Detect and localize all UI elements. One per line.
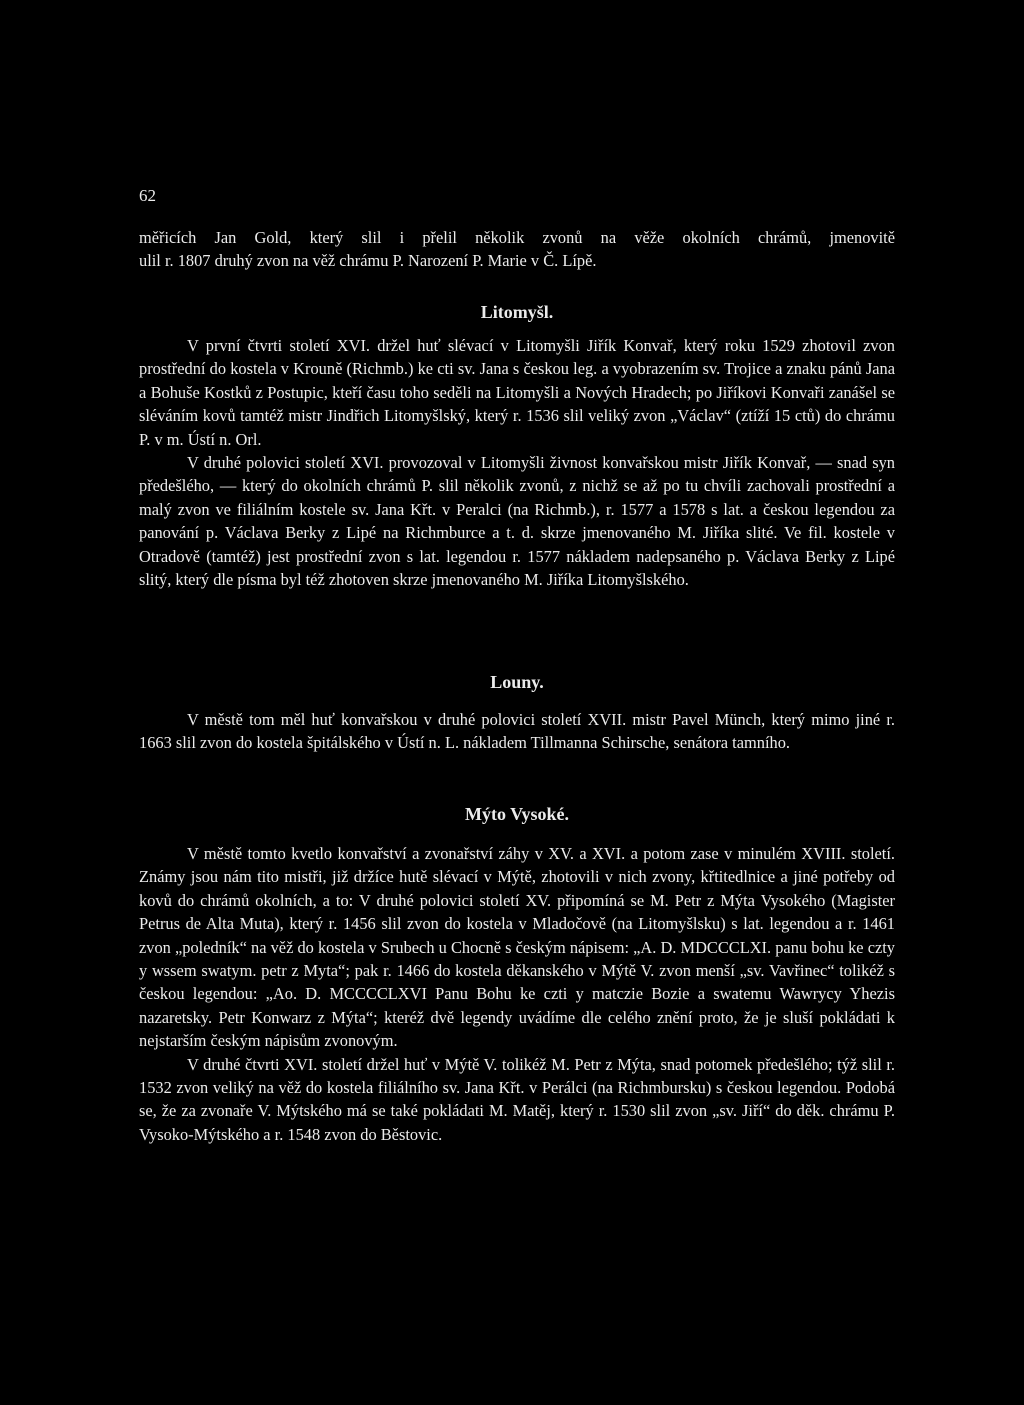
louny-paragraph-1: V městě tom měl huť konvařskou v druhé polovici století XVII. mistr Pavel Münch, který mimo jiné r. 1663 slil zvon do kostela špitálského v Ústí n. L. nákladem Tillmanna Schirsche, senátora tamního.: [139, 710, 895, 753]
litomysl-paragraph-2: V druhé polovici století XVI. provozoval v Litomyšli živnost konvařskou mistr Jiřík Konvař, — snad syn předešlého, — který do okolních chrámů P. slil několik zvonů, z nichž se až po tu chvíli zachovali prostřední a malý zvon ve filiálním kostele sv. Jana Křt. v Peralci (na Richmb.), r. 1577 a 1578 s lat. a českou legendou za panování p. Václava Berky z Lipé na Richmburce a t. d. skrze jmenovaného M. Jiříka slité. Ve fil. kostele v Otradově (tamtéž) jest prostřední zvon s lat. legendou r. 1577 nákladem nadepsaného p. Václava Berky z Lipé slitý, který dle písma byl též zhotoven skrze jmenovaného M. Jiříka Litomyšlského.: [139, 453, 895, 590]
heading-myto-vysoke: Mýto Vysoké.: [464, 804, 569, 824]
section-louny: [139, 708, 895, 755]
page-number: 62: [139, 186, 156, 205]
heading-louny: Louny.: [490, 672, 544, 692]
litomysl-paragraph-1: V první čtvrti století XVI. držel huť slévací v Litomyšli Jiřík Konvař, který roku 1529 zhotovil zvon prostřední do kostela v Krouně (Richmb.) ke cti sv. Jana s českou leg. a vyobrazením sv. Trojice a znaku pánů Jana a Bohuše Kostků z Postupic, kteří času toho seděli na Litomyšli a Nových Hradech; po Jiříkovi Konvaři zanášel se sléváním kovů tamtéž mistr Jindřich Litomyšlský, který r. 1536 slil veliký zvon „Václav“ (ztíží 15 ctů) do chrámu P. v m. Ústí n. Orl.: [139, 336, 895, 449]
intro-line-2: ulil r. 1807 druhý zvon na věž chrámu P. Narození P. Marie v Č. Lípě.: [139, 251, 597, 271]
myto-paragraph-2: V druhé čtvrti XVI. století držel huť v Mýtě V. tolikéž M. Petr z Mýta, snad potomek předešlého; týž slil r. 1532 zvon veliký na věž do kostela filiálního sv. Jana Křt. v Perálci (na Richmbursku) s českou legendou. Podobá se, že za zvonaře V. Mýtského má se také pokládati M. Matěj, který r. 1530 slil zvon „sv. Jiří“ do děk. chrámu P. Vysoko-Mýtského a r. 1548 zvon do Běstovic.: [139, 1054, 895, 1144]
section-litomysl: [139, 334, 895, 591]
heading-litomysl: Litomyšl.: [480, 302, 554, 322]
intro-paragraph: [139, 226, 895, 273]
section-myto-vysoke: [139, 842, 895, 1146]
intro-line-1: měřicích Jan Gold, který slil i přelil několik zvonů na věže okolních chrámů, jmenovitě: [139, 228, 895, 247]
myto-paragraph-1: V městě tomto kvetlo konvařství a zvonařství záhy v XV. a XVI. a potom zase v minulém XVIII. století. Známy jsou nám tito mistři, již držíce hutě slévací v Mýtě, zhotovili v nich zvony, křtitedlnice a jiné potřeby od kovů do chrámů okolních, a to: V druhé polovici století XV. připomíná se M. Petr z Mýta Vysokého (Magister Petrus de Alta Muta), který r. 1456 slil zvon do kostela v Mladočově (na Litomyšlsku) s lat. legendou a r. 1461 zvon „poledník“ na věž do kostela v Srubech u Chocně s českým nápisem: „A. D. MDCCCLXI. panu bohu ke czty y wssem swatym. petr z Myta“; pak r. 1466 do kostela děkanského v Mýtě V. zvon menší „sv. Vavřinec“ tolikéž s českou legendou: „Ao. D. MCCCCLXVI Panu Bohu ke czti y matczie Bozie a swatemu Wawrycy Yhezis nazaretsky. Petr Konwarz z Mýta“; kteréž dvě legendy uvádíme dle celého znění proto, že je sluší pokládati k nejstarším českým nápisům zvonovým.: [139, 844, 895, 1051]
